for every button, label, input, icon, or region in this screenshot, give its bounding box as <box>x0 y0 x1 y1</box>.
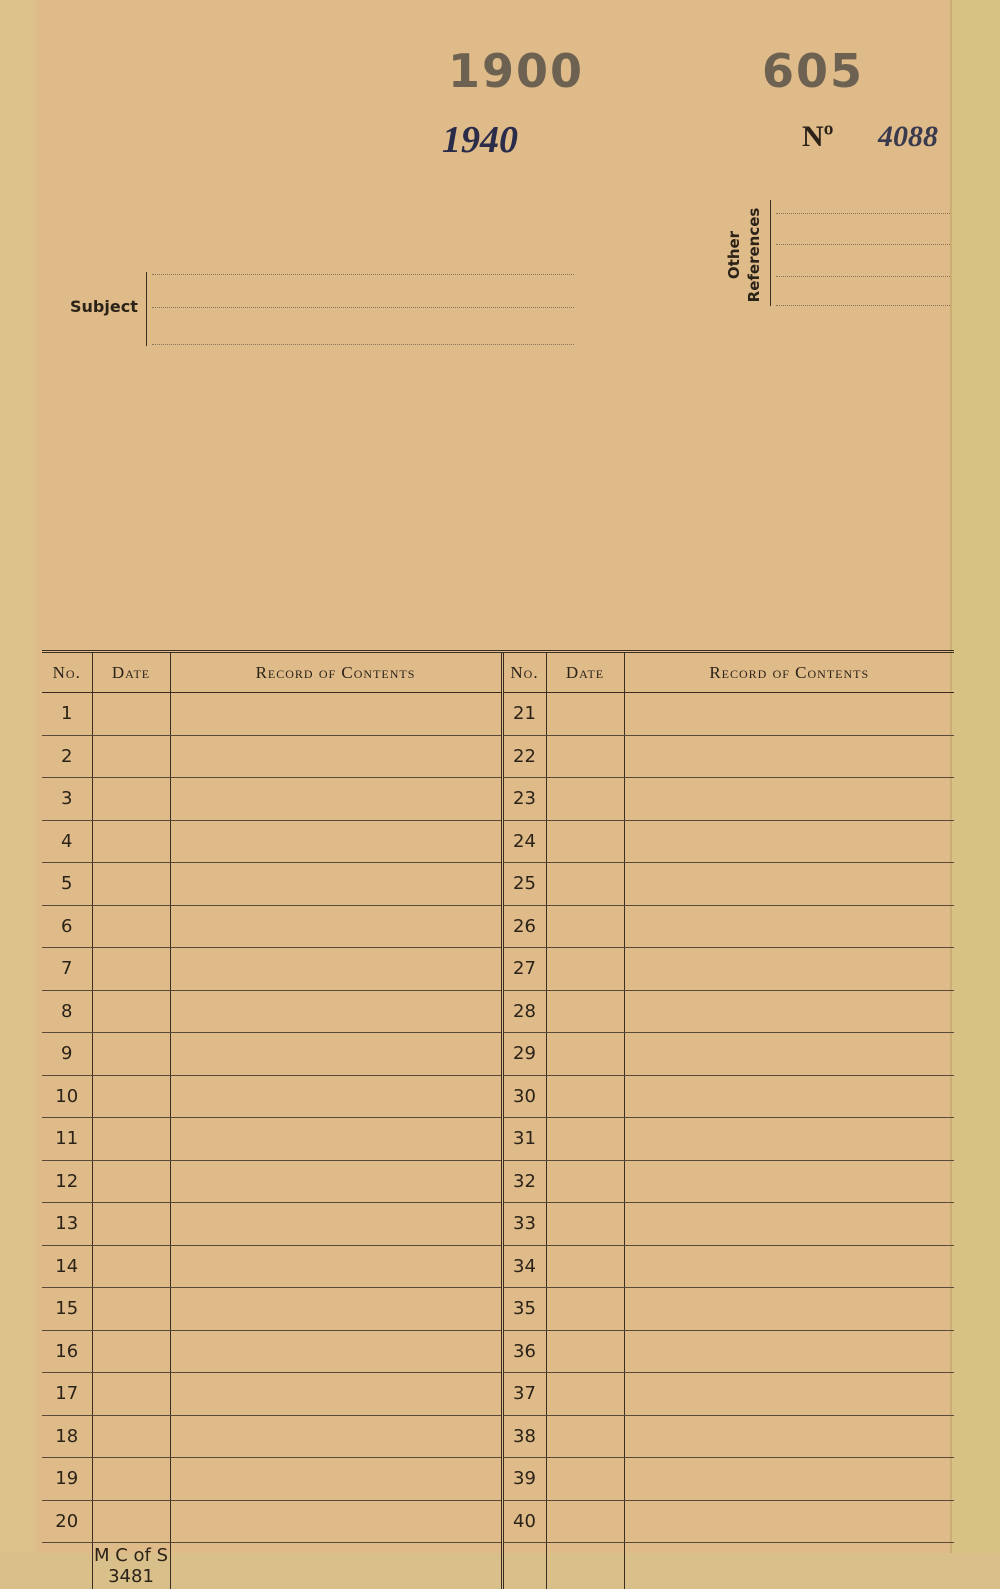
row-number: 36 <box>502 1330 546 1373</box>
date-cell <box>546 1373 624 1416</box>
contents-cell <box>170 863 502 906</box>
contents-cell <box>624 1500 954 1543</box>
contents-cell <box>170 1500 502 1543</box>
contents-cell <box>624 820 954 863</box>
contents-cell <box>624 778 954 821</box>
date-cell <box>92 1288 170 1331</box>
table-footer-row <box>42 1543 954 1589</box>
row-number: 40 <box>502 1500 546 1543</box>
row-number: 29 <box>502 1033 546 1076</box>
date-cell <box>546 778 624 821</box>
row-number: 24 <box>502 820 546 863</box>
table-row <box>42 905 954 948</box>
date-cell <box>546 735 624 778</box>
table-row <box>42 1330 954 1373</box>
row-number: 14 <box>42 1245 92 1288</box>
date-cell <box>546 990 624 1033</box>
contents-cell <box>624 1075 954 1118</box>
table-row <box>42 693 954 736</box>
table-row <box>42 1288 954 1331</box>
row-number: 31 <box>502 1118 546 1161</box>
date-cell <box>92 905 170 948</box>
header-no: No. <box>502 652 546 693</box>
other-label: Other <box>724 200 744 310</box>
contents-cell <box>624 1330 954 1373</box>
contents-cell <box>170 1118 502 1161</box>
date-cell <box>92 1245 170 1288</box>
date-cell <box>92 1160 170 1203</box>
contents-cell <box>170 778 502 821</box>
header-date: Date <box>546 652 624 693</box>
header-no: No. <box>42 652 92 693</box>
row-number: 33 <box>502 1203 546 1246</box>
date-cell <box>546 1118 624 1161</box>
row-number: 15 <box>42 1288 92 1331</box>
subject-line <box>152 344 574 345</box>
contents-cell <box>624 905 954 948</box>
empty-cell <box>42 1543 92 1589</box>
date-cell <box>546 1160 624 1203</box>
contents-cell <box>170 1160 502 1203</box>
table-row <box>42 735 954 778</box>
row-number: 27 <box>502 948 546 991</box>
date-cell <box>546 1203 624 1246</box>
table-row <box>42 1500 954 1543</box>
contents-cell <box>624 1160 954 1203</box>
date-cell <box>92 948 170 991</box>
subject-line <box>152 274 574 275</box>
row-number: 20 <box>42 1500 92 1543</box>
reference-line <box>776 244 950 245</box>
date-cell <box>546 693 624 736</box>
row-number: 4 <box>42 820 92 863</box>
number-label: Nº <box>802 120 834 154</box>
table-row <box>42 1415 954 1458</box>
date-cell <box>546 1075 624 1118</box>
contents-cell <box>170 820 502 863</box>
table-row <box>42 1203 954 1246</box>
contents-cell <box>170 905 502 948</box>
contents-cell <box>624 1415 954 1458</box>
row-number: 1 <box>42 693 92 736</box>
binding-spine <box>950 0 1000 1553</box>
empty-cell <box>546 1543 624 1589</box>
table-row <box>42 1373 954 1416</box>
date-cell <box>546 1288 624 1331</box>
contents-cell <box>624 1118 954 1161</box>
date-cell <box>546 1330 624 1373</box>
year-stamp: 1900 <box>448 44 584 98</box>
header-date: Date <box>92 652 170 693</box>
row-number: 5 <box>42 863 92 906</box>
contents-cell <box>624 735 954 778</box>
contents-cell <box>170 948 502 991</box>
date-cell <box>92 1373 170 1416</box>
contents-cell <box>170 1075 502 1118</box>
contents-cell <box>624 1245 954 1288</box>
empty-cell <box>624 1543 954 1589</box>
row-number: 17 <box>42 1373 92 1416</box>
row-number: 37 <box>502 1373 546 1416</box>
row-number: 30 <box>502 1075 546 1118</box>
contents-cell <box>624 863 954 906</box>
contents-cell <box>170 990 502 1033</box>
row-number: 25 <box>502 863 546 906</box>
date-cell <box>546 863 624 906</box>
contents-cell <box>624 1033 954 1076</box>
references-label: References <box>744 200 764 310</box>
contents-cell <box>170 1033 502 1076</box>
row-number: 22 <box>502 735 546 778</box>
date-cell <box>92 1330 170 1373</box>
references-brace <box>770 200 776 306</box>
date-cell <box>92 863 170 906</box>
date-cell <box>546 1500 624 1543</box>
date-cell <box>92 1500 170 1543</box>
row-number: 2 <box>42 735 92 778</box>
contents-cell <box>170 1330 502 1373</box>
table-row <box>42 1118 954 1161</box>
date-cell <box>92 1033 170 1076</box>
row-number: 7 <box>42 948 92 991</box>
form-code: M C of S 3481 <box>92 1543 170 1589</box>
subject-label: Subject <box>70 297 138 316</box>
row-number: 35 <box>502 1288 546 1331</box>
other-references-label <box>724 200 774 310</box>
table-header-row <box>42 652 954 693</box>
header-record-of-contents: Record of Contents <box>170 652 502 693</box>
left-edge <box>0 0 36 1553</box>
handwritten-year: 1940 <box>442 118 518 162</box>
empty-cell <box>170 1543 502 1589</box>
contents-cell <box>170 1415 502 1458</box>
row-number: 10 <box>42 1075 92 1118</box>
row-number: 18 <box>42 1415 92 1458</box>
reference-line <box>776 276 950 277</box>
record-table <box>42 650 954 1589</box>
row-number: 3 <box>42 778 92 821</box>
contents-cell <box>170 1458 502 1501</box>
date-cell <box>92 1203 170 1246</box>
reference-line <box>776 213 950 214</box>
row-number: 6 <box>42 905 92 948</box>
contents-cell <box>624 1373 954 1416</box>
row-number: 28 <box>502 990 546 1033</box>
date-cell <box>546 1245 624 1288</box>
table-row <box>42 1160 954 1203</box>
row-number: 34 <box>502 1245 546 1288</box>
subject-brace <box>146 272 153 346</box>
handwritten-number: 4088 <box>878 120 938 154</box>
row-number: 12 <box>42 1160 92 1203</box>
row-number: 9 <box>42 1033 92 1076</box>
row-number: 8 <box>42 990 92 1033</box>
row-number: 26 <box>502 905 546 948</box>
contents-cell <box>624 990 954 1033</box>
contents-cell <box>170 1288 502 1331</box>
date-cell <box>546 1033 624 1076</box>
row-number: 23 <box>502 778 546 821</box>
table-row <box>42 863 954 906</box>
contents-cell <box>624 1203 954 1246</box>
table-row <box>42 820 954 863</box>
contents-cell <box>624 693 954 736</box>
date-cell <box>92 778 170 821</box>
row-number: 16 <box>42 1330 92 1373</box>
date-cell <box>92 1118 170 1161</box>
table-row <box>42 1458 954 1501</box>
number-stamp: 605 <box>762 44 864 98</box>
header-record-of-contents: Record of Contents <box>624 652 954 693</box>
table-row <box>42 778 954 821</box>
table-row <box>42 990 954 1033</box>
date-cell <box>546 820 624 863</box>
date-cell <box>92 1075 170 1118</box>
contents-cell <box>170 1245 502 1288</box>
date-cell <box>92 820 170 863</box>
table-row <box>42 1033 954 1076</box>
contents-cell <box>170 735 502 778</box>
row-number: 32 <box>502 1160 546 1203</box>
row-number: 39 <box>502 1458 546 1501</box>
date-cell <box>92 735 170 778</box>
contents-cell <box>624 1458 954 1501</box>
date-cell <box>92 1415 170 1458</box>
contents-cell <box>170 693 502 736</box>
date-cell <box>92 990 170 1033</box>
row-number: 19 <box>42 1458 92 1501</box>
row-number: 21 <box>502 693 546 736</box>
row-number: 13 <box>42 1203 92 1246</box>
reference-line <box>776 305 950 306</box>
empty-cell <box>502 1543 546 1589</box>
table-row <box>42 1075 954 1118</box>
contents-cell <box>624 1288 954 1331</box>
date-cell <box>546 1415 624 1458</box>
contents-cell <box>624 948 954 991</box>
subject-line <box>152 307 574 308</box>
table-row <box>42 948 954 991</box>
date-cell <box>546 1458 624 1501</box>
row-number: 11 <box>42 1118 92 1161</box>
table-row <box>42 1245 954 1288</box>
date-cell <box>92 1458 170 1501</box>
contents-cell <box>170 1373 502 1416</box>
date-cell <box>546 905 624 948</box>
date-cell <box>546 948 624 991</box>
contents-cell <box>170 1203 502 1246</box>
row-number: 38 <box>502 1415 546 1458</box>
date-cell <box>92 693 170 736</box>
